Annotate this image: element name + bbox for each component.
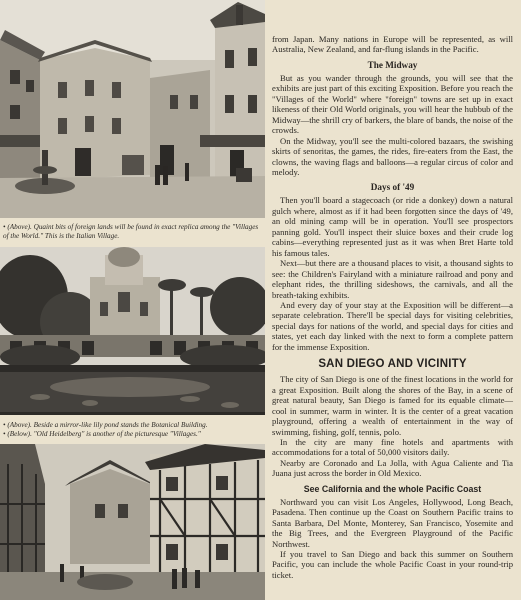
heidelberg-caption-line: • (Below). "Old Heidelberg" is another of the picturesque "Villages." xyxy=(3,430,201,438)
san-diego-paragraph: In the city are many fine hotels and apartments with accommodations for a total of 50,000 visitors daily. xyxy=(272,436,513,458)
california-paragraph: If you travel to San Diego and back this summer on Southern Pacific, you can include the whole Pacific Coast in your round-trip ticket. xyxy=(272,549,513,580)
old-heidelberg-photo xyxy=(0,444,265,600)
days-of-49-paragraph: Next—but there are a thousand places to visit, a thousand sights to see: the Children's Fairyland with a miniature railroad and pony and elephant rides, the thrilling sideshows, the carnivals, and all the breath-taking exhibits. xyxy=(272,258,513,300)
midway-heading: The Midway xyxy=(367,59,418,70)
california-heading: See California and the whole Pacific Coast xyxy=(303,483,482,494)
midway-paragraph: On the Midway, you'll see the multi-colored bazaars, the swishing skirts of senoritas, the games, the rides, fire-eaters from the East, the clowns, the waving flags and balloons—a regular circus of color and melody. xyxy=(272,135,513,177)
midway-paragraph: But as you wander through the grounds, you will see that the exhibits are just part of this exciting Exposition. Before you reach the "Villages of the World" where "foreign" towns are set up in exact likeness of their Old World originals, you will hear the hubbub of the Midway—the shrill cry of barkers, the blare of bands, the noise of the crowds. xyxy=(272,72,513,136)
san-diego-heading: SAN DIEGO AND VICINITY xyxy=(318,358,467,371)
days-of-49-paragraph: Then you'll board a stagecoach (or ride a donkey) down a natural gulch where, almost as if it had been forgotten since the days of '49, an old mining camp will be in operation. You'll see prospectors panning gold. You'll inspect their sluice boxes and their crude log cabins—everything represented just as it was when Bret Harte told his famous tales. xyxy=(272,195,513,258)
san-diego-paragraph: Nearby are Coronado and La Jolla, with Agua Caliente and Tia Juana just across the border in Old Mexico. xyxy=(272,457,513,479)
botanical-building-photo xyxy=(0,247,265,415)
botanical-caption-line: • (Above). Beside a mirror-like lily pond stands the Botanical Building. xyxy=(3,421,208,429)
days-of-49-paragraph: And every day of your stay at the Exposition will be different—a separate celebration. There'll be special days for visiting celebrities, special days for nations of the world, and special days for cities and states, yet each day linked with the next to form a complete pattern for the immense Exposition. xyxy=(272,299,513,352)
san-diego-paragraph: The city of San Diego is one of the finest locations in the world for a great Exposition. Built along the shores of the Bay, in a scene of great natural beauty, San Diego is famed for its equable climate—cool in summer, warm in winter. It is the center of a great vacation playground, offering a wealth of entertainment in the way of swimming, fishing, golf, tennis, polo. xyxy=(272,374,513,437)
california-paragraph: Northward you can visit Los Angeles, Hollywood, Long Beach, Pasadena. Then continue up the Coast on Southern Pacific trains to Santa Barbara, Del Monte, Monterey, San Francisco, Yosemite and the Big Trees, and the Evergreen Playground of the Pacific Northwest. xyxy=(272,496,513,549)
italian-village-caption: • (Above). Quaint bits of foreign lands will be found in exact replica among the "Villages of the World." This is the Italian Village. xyxy=(3,223,259,240)
italian-village-photo xyxy=(0,0,265,218)
botanical-caption xyxy=(3,421,265,439)
article-column xyxy=(272,34,513,580)
days-of-49-heading: Days of '49 xyxy=(370,182,415,193)
intro-paragraph: from Japan. Many nations in Europe will be represented, as will Australia, New Zealand, and far-flung islands in the Pacific. xyxy=(272,34,513,55)
